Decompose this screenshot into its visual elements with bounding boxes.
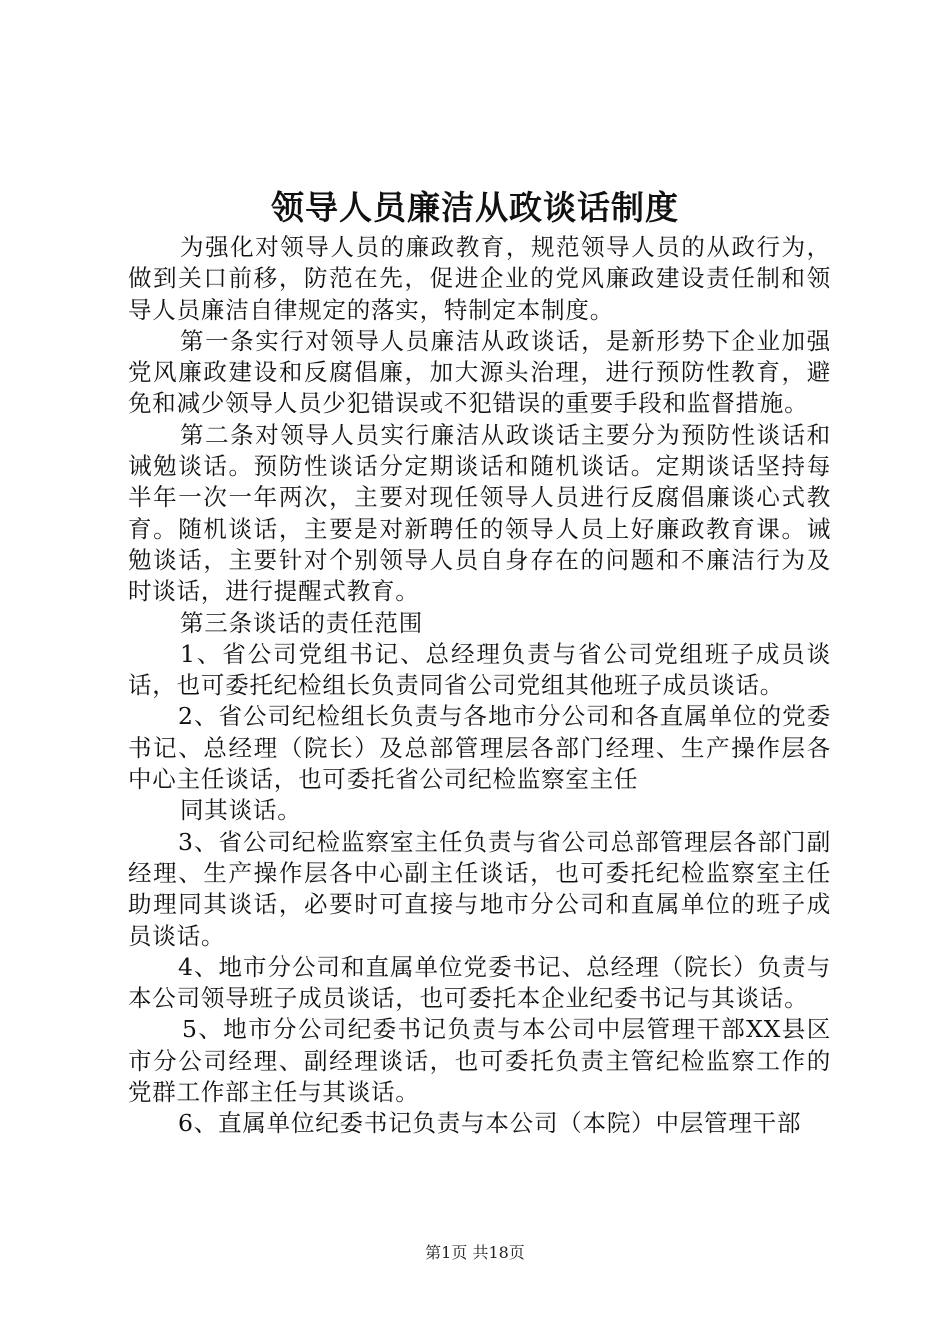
paragraph-item-4: 4、地市分公司和直属单位党委书记、总经理（院长）负责与本公司领导班子成员谈话，也可委托本企业纪委书记与其谈话。 xyxy=(128,952,831,1013)
paragraph-item-1: 1、省公司党组书记、总经理负责与省公司党组班子成员谈话，也可委托纪检组长负责同省公司党组其他班子成员谈话。 xyxy=(128,639,831,700)
document-body xyxy=(128,232,831,1140)
paragraph-item-6: 6、直属单位纪委书记负责与本公司（本院）中层管理干部 xyxy=(178,1109,802,1138)
paragraph-item-2: 2、省公司纪检组长负责与各地市分公司和各直属单位的党委书记、总经理（院长）及总部管理层各部门经理、生产操作层各中心主任谈话，也可委托省公司纪检监察室主任 xyxy=(128,702,831,794)
paragraph-preamble: 为强化对领导人员的廉政教育，规范领导人员的从政行为，做到关口前移，防范在先，促进企业的党风廉政建设责任制和领导人员廉洁自律规定的落实，特制定本制度。 xyxy=(128,233,831,324)
paragraph-item-5: 5、地市分公司纪委书记负责与本公司中层管理干部XX县区市分公司经理、副经理谈话，也可委托负责主管纪检监察工作的党群工作部主任与其谈话。 xyxy=(128,1015,831,1107)
paragraph-item-2-continued: 同其谈话。 xyxy=(180,796,302,825)
page-footer: 第1页 共18页 xyxy=(425,1243,525,1262)
paragraph-item-3: 3、省公司纪检监察室主任负责与省公司总部管理层各部门副经理、生产操作层各中心副主任谈话，也可委托纪检监察室主任助理同其谈话，必要时可直接与地市分公司和直属单位的班子成员谈话。 xyxy=(128,827,831,950)
paragraph-article-3-heading: 第三条谈话的责任范围 xyxy=(180,608,423,637)
paragraph-article-2: 第二条对领导人员实行廉洁从政谈话主要分为预防性谈话和诫勉谈话。预防性谈话分定期谈话和随机谈话。定期谈话坚持每半年一次一年两次，主要对现任领导人员进行反腐倡廉谈心式教育。随机谈话，主要是对新聘任的领导人员上好廉政教育课。诫勉谈话，主要针对个别领导人员自身存在的问题和不廉洁行为及时谈话，进行提醒式教育。 xyxy=(128,420,831,606)
document-title: 领导人员廉洁从政谈话制度 xyxy=(271,188,679,227)
paragraph-article-1: 第一条实行对领导人员廉洁从政谈话，是新形势下企业加强党风廉政建设和反腐倡廉，加大源头治理，进行预防性教育，避免和减少领导人员少犯错误或不犯错误的重要手段和监督措施。 xyxy=(128,326,831,418)
